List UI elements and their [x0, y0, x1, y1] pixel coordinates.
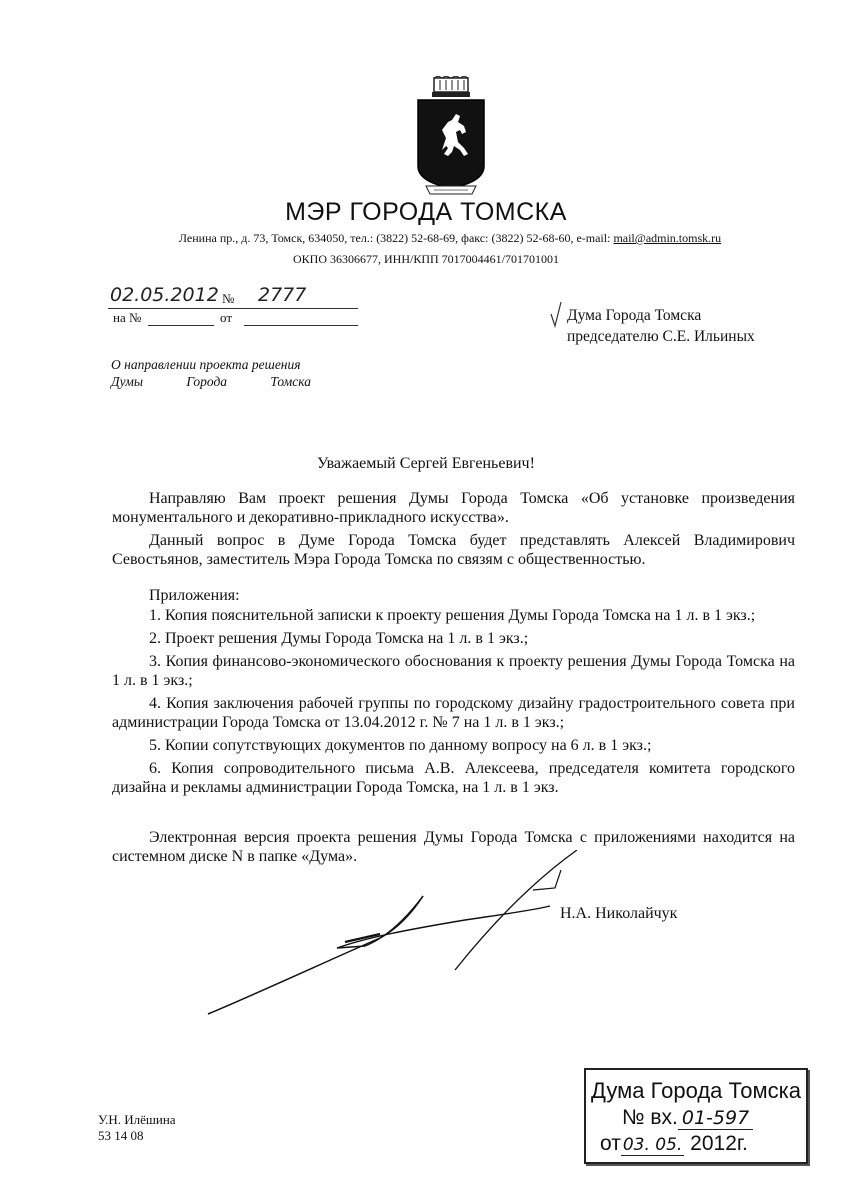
reference-number-label: на № — [113, 310, 142, 325]
list-item: 2. Проект решения Думы Города Томска на 1 л. в 1 экз.; — [149, 630, 529, 647]
list-item: 6. Копия сопроводительного письма А.В. Алексеева, председателя комитета городского дизайна и рекламы администрации Города Томска, на 1 л. в 1 экз. — [112, 760, 795, 796]
stamp-title: Дума Города Томска — [591, 1078, 801, 1103]
recipient-person: председателю С.Е. Ильиных — [567, 328, 755, 345]
executor-name: У.Н. Илёшина — [98, 1112, 176, 1127]
letterhead-address: Ленина пр., д. 73, Томск, 634050, тел.: (3822) 52-68-69, факс: (3822) 52-68-60, e-mail: mail@admin.tomsk.ru — [178, 231, 722, 245]
list-item: 3. Копия финансово-экономического обоснования к проекту решения Думы Города Томска на 1 л. в 1 экз.; — [112, 653, 795, 689]
checkmark-icon — [549, 300, 563, 330]
executor-phone: 53 14 08 — [98, 1128, 144, 1143]
recipient-organization: Дума Города Томска — [567, 307, 702, 324]
list-item: 1. Копия пояснительной записки к проекту решения Думы Города Томска на 1 л. в 1 экз.; — [149, 607, 756, 624]
executor-block — [98, 1112, 176, 1144]
letter-subject — [111, 356, 311, 390]
attachments-list — [112, 586, 795, 801]
greeting: Уважаемый Сергей Евгеньевич! — [317, 455, 535, 472]
paragraph-2: Данный вопрос в Думе Города Томска будет представлять Алексей Владимирович Севостьянов, заместитель Мэра Города Томска по связям с общественностью. — [112, 532, 795, 568]
subject-line-1: О направлении проекта решения — [111, 357, 301, 372]
subject-word: Думы — [111, 374, 144, 389]
list-item: 4. Копия заключения рабочей группы по городскому дизайну градостроительного совета при администрации Города Томска от 13.04.2012 г. № 7 на 1 л. в 1 экз.; — [112, 695, 795, 731]
letterhead-title: МЭР ГОРОДА ТОМСКА — [285, 198, 567, 226]
reference-date-field — [244, 325, 358, 326]
signature-icon — [205, 850, 585, 1020]
tomsk-coat-of-arms-icon — [412, 76, 490, 196]
letterhead-codes: ОКПО 36306677, ИНН/КПП 7017004461/701701001 — [292, 252, 559, 266]
stamp-date: от 03. 05. 2012г. — [600, 1132, 748, 1155]
attachments-header: Приложения: — [149, 587, 240, 604]
paragraph-1: Направляю Вам проект решения Думы Города Томска «Об установке произведения монументального и декоративно-прикладного искусства». — [112, 490, 795, 526]
stamp-incoming-number: № вх. 01-597 — [622, 1106, 753, 1130]
letterhead-email[interactable]: mail@admin.tomsk.ru — [613, 231, 722, 245]
registration-underline — [108, 308, 358, 309]
subject-word: Города — [186, 374, 228, 389]
registration-date: 02.05.2012 — [110, 284, 219, 306]
reference-number-field — [148, 325, 214, 326]
registration-number-label: № — [222, 291, 235, 306]
signer-name: Н.А. Николайчук — [560, 905, 678, 922]
registration-number: 2777 — [258, 284, 307, 306]
reference-date-label: от — [220, 310, 233, 325]
closing-paragraph: Электронная версия проекта решения Думы Города Томска с приложениями находится на системном диске N в папке «Дума». — [112, 829, 795, 865]
incoming-registration-stamp — [584, 1068, 808, 1164]
recipient-block — [567, 305, 755, 347]
list-item: 5. Копии сопутствующих документов по данному вопросу на 6 л. в 1 экз.; — [149, 737, 652, 754]
subject-word: Томска — [270, 374, 311, 389]
subject-line-2 — [111, 373, 311, 390]
